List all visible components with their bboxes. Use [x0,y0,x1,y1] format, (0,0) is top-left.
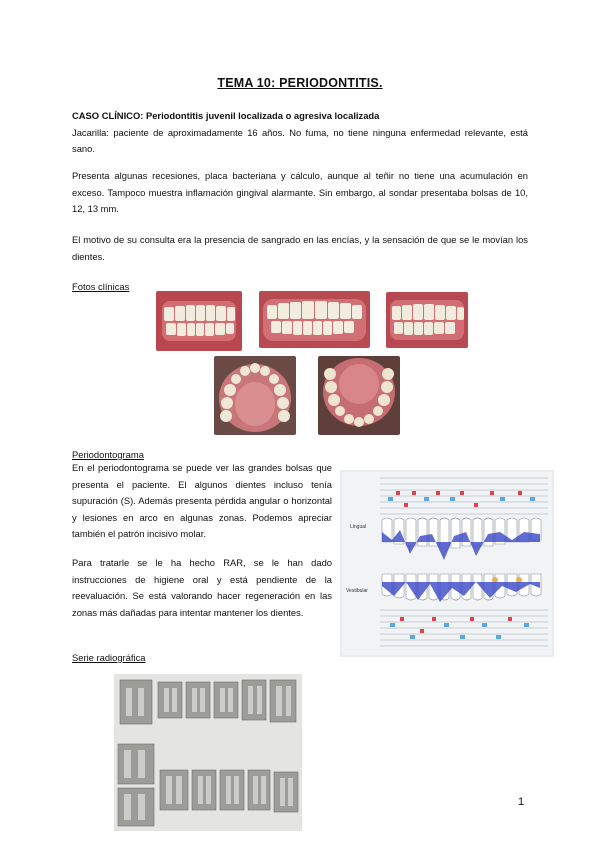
radiograph-series-image [114,674,302,831]
case-motive: El motivo de su consulta era la presencia de sangrado en las encías, y la sensación de que se le movían los dientes. [72,234,528,262]
page-title: TEMA 10: PERIODONTITIS. [217,76,383,90]
clinical-photo-lower-occlusal [318,356,400,435]
chart-label-vestibular: Vestibular [346,588,368,594]
case-heading: CASO CLÍNICO: Periodontitis juvenil localizada o agresiva localizada [72,110,380,121]
clinical-photo-front [259,291,370,348]
chart-label-lingual: Lingual [350,524,367,530]
page-number: 1 [518,796,525,808]
case-block [72,108,528,158]
perio-text-2: Para tratarle se le ha hecho RAR, se le han dado instrucciones de higiene oral y está pendiente de la reevaluación. Se está valorando hacer regeneración en las zonas más dañadas para intentar mantener los dientes. [72,557,332,618]
photos-heading: Fotos clínicas [72,281,130,292]
perio-text-1: En el periodontograma se puede ver las grandes bolsas que presenta el paciente. El algunos dientes incluso tenía supuración (S). Además presenta pérdida angular o horizontal y lesiones en arco en algunas zonas. Podemos apreciar también el patrón incisivo molar. [72,462,332,539]
case-intro: Jacarilla: paciente de aproximadamente 16 años. No fuma, no tiene ninguna enfermedad relevante, está sano. [72,126,528,154]
xray-heading: Serie radiográfica [72,652,146,663]
clinical-photo-right [156,291,242,351]
case-findings: Presenta algunas recesiones, placa bacteriana y cálculo, aunque al teñir no tiene una acumulación en exceso. Tampoco muestra inflamación gingival alarmante. Sin embargo, al sondar presentaba bolsas de 10, 12, 13 mm. [72,170,528,214]
clinical-photo-upper-occlusal [214,356,296,435]
clinical-photo-left [386,292,468,348]
perio-heading: Periodontograma [72,449,144,460]
periodontogram-image [340,470,554,657]
